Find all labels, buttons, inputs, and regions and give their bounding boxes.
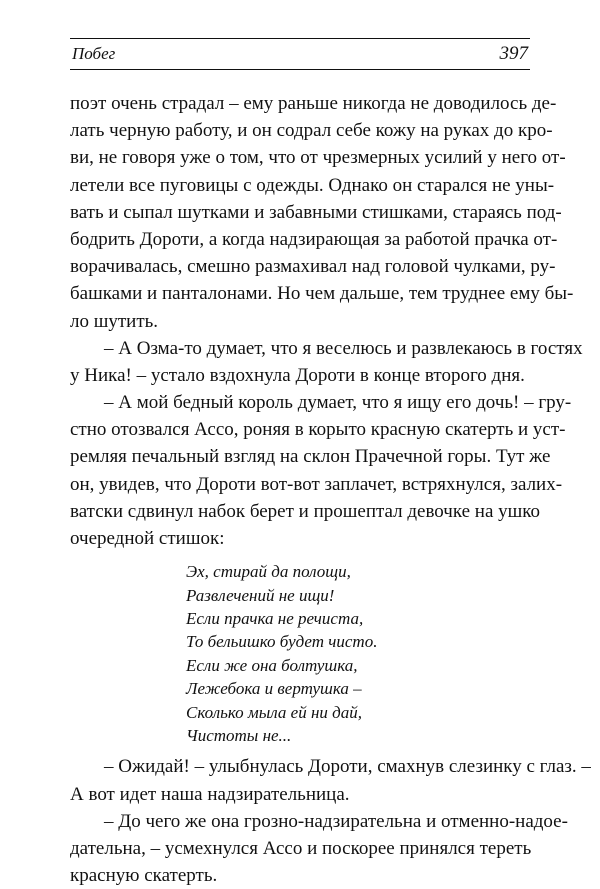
text-line: вать и сыпал шутками и забавными стишками, стараясь под- [70, 201, 562, 223]
text-line: А вот идет наша надзирательница. [70, 783, 350, 805]
text-line: лать черную работу, и он содрал себе кожу на руках до кро- [70, 120, 553, 142]
poem-line: Если же она болтушка, [186, 655, 358, 675]
text-line: ворачивалась, смешно размахивал над головой чулками, ру- [70, 256, 556, 278]
poem-line: Чистоты не... [186, 725, 292, 745]
text-line: стно отозвался Ассо, роняя в корыто красную скатерть и уст- [70, 419, 566, 441]
poem-line: Если прачка не речиста, [186, 608, 364, 628]
chapter-title: Побег [72, 44, 116, 63]
poem [186, 560, 530, 747]
poem-line: То бельишко будет чисто. [186, 632, 378, 652]
text-line: ватски сдвинул набок берет и прошептал девочке на ушко [70, 500, 541, 522]
text-line: бодрить Дороти, а когда надзирающая за работой прачка от- [70, 228, 558, 250]
text-line: дательна, – усмехнулся Ассо и поскорее принялся тереть [70, 837, 532, 859]
text-line: ви, не говоря уже о том, что от чрезмерных усилий у него от- [70, 147, 566, 169]
text-line: – А Озма-то думает, что я веселюсь и развлекаюсь в гостях [104, 337, 583, 359]
text-line: ло шутить. [70, 310, 159, 332]
page-number: 397 [499, 43, 528, 64]
text-line: ремляя печальный взгляд на склон Прачечной горы. Тут же [70, 446, 551, 468]
text-line: – До чего же она грозно-надзирательна и отменно-надое- [104, 810, 568, 832]
text-line: – А мой бедный король думает, что я ищу его дочь! – гру- [104, 392, 572, 414]
body-text [70, 90, 591, 889]
poem-line: Эх, стирай да полощи, [186, 562, 351, 582]
text-line: красную скатерть. [70, 865, 218, 887]
text-line: поэт очень страдал – ему раньше никогда не доводилось де- [70, 93, 557, 114]
poem-line: Развлечений не ищи! [186, 585, 335, 605]
text-line: летели все пуговицы с одежды. Однако он старался не уны- [70, 174, 555, 196]
text-line: у Ника! – устало вздохнула Дороти в конце второго дня. [70, 364, 525, 386]
text-line: – Ожидай! – улыбнулась Дороти, смахнув слезинку с глаз. – [104, 756, 591, 778]
book-page [70, 38, 591, 887]
text-line: башками и панталонами. Но чем дальше, тем труднее ему бы- [70, 283, 574, 305]
text-line: очередной стишок: [70, 528, 225, 549]
poem-line: Лежебока и вертушка – [186, 679, 362, 699]
text-line: он, увидев, что Дороти вот-вот заплачет, встряхнулся, залих- [70, 473, 563, 495]
poem-line: Сколько мыла ей ни дай, [186, 702, 362, 722]
running-header [70, 38, 530, 70]
